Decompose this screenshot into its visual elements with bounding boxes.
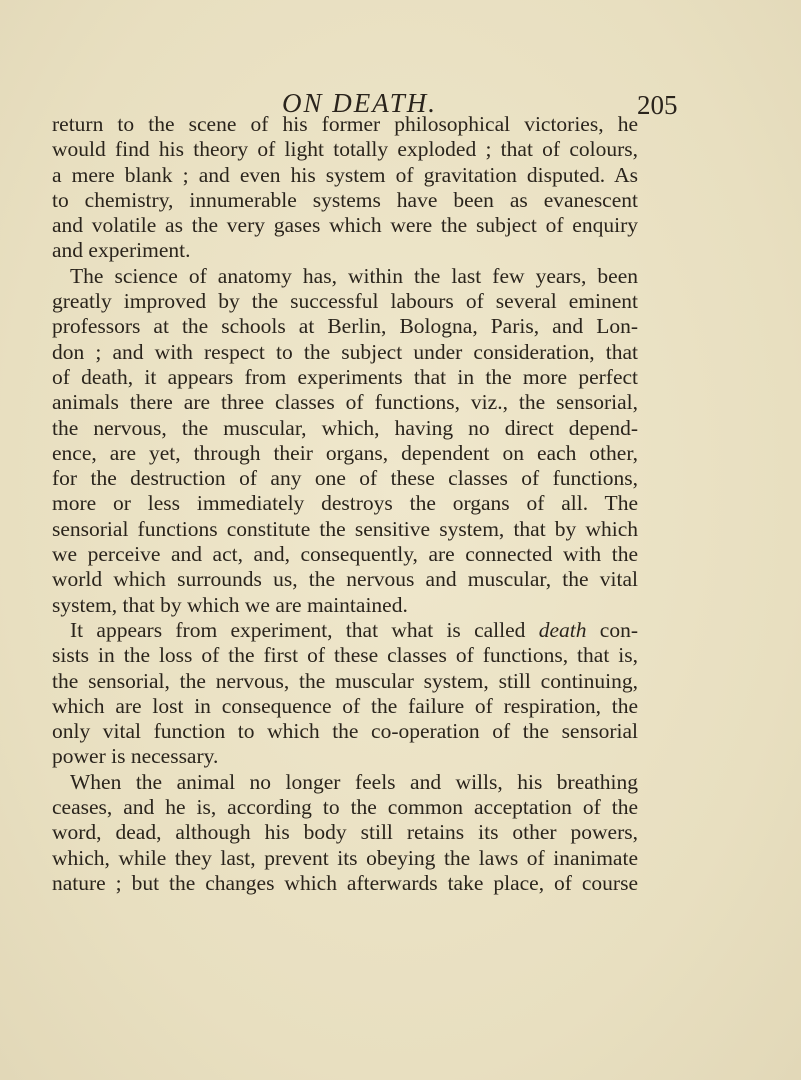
text-line: only vital function to which the co-operation of the sensorial [52, 719, 638, 744]
text-line: sensorial functions constitute the sensitive system, that by which [52, 516, 638, 541]
text-line: a mere blank ; and even his system of gravitation disputed. As [52, 162, 638, 187]
text-span: con- [586, 617, 638, 642]
italic-word: death [538, 617, 587, 642]
text-line: When the animal no longer feels and wills, his breathing [70, 769, 638, 794]
text-line: world which surrounds us, the nervous and muscular, the vital [52, 567, 638, 592]
text-line: we perceive and act, and, consequently, are connected with the [52, 542, 638, 567]
text-line: return to the scene of his former philosophical victories, he [52, 112, 638, 136]
text-line: which, while they last, prevent its obeying the laws of inanimate [52, 845, 638, 870]
text-line: for the destruction of any one of these classes of functions, [52, 466, 638, 491]
text-line: sists in the loss of the first of these classes of functions, that is, [52, 643, 638, 668]
text-line: don ; and with respect to the subject under consideration, that [52, 339, 638, 364]
text-line: ceases, and he is, according to the common acceptation of the [52, 795, 638, 820]
text-line: which are lost in consequence of the failure of respiration, the [52, 693, 638, 718]
text-line: nature ; but the changes which afterwards take place, of course [52, 870, 638, 895]
text-line: animals there are three classes of functions, viz., the sensorial, [52, 390, 638, 415]
text-line: greatly improved by the successful labours of several eminent [52, 289, 638, 314]
body-text [52, 112, 638, 896]
text-line: more or less immediately destroys the organs of all. The [52, 491, 638, 516]
text-line: power is necessary. [52, 744, 219, 769]
text-line: ence, are yet, through their organs, dependent on each other, [52, 440, 638, 465]
text-line: the sensorial, the nervous, the muscular system, still continuing, [52, 668, 638, 693]
text-line: to chemistry, innumerable systems have been as evanescent [52, 187, 638, 212]
text-line: professors at the schools at Berlin, Bologna, Paris, and Lon- [52, 314, 638, 339]
text-line: and volatile as the very gases which were the subject of enquiry [52, 213, 638, 238]
running-title: ON DEATH. [282, 88, 438, 118]
text-line: The science of anatomy has, within the last few years, been [70, 263, 638, 288]
text-line: system, that by which we are maintained. [52, 592, 408, 617]
text-line: of death, it appears from experiments that in the more perfect [52, 364, 638, 389]
text-line: the nervous, the muscular, which, having no direct depend- [52, 415, 638, 440]
text-line [52, 618, 638, 643]
text-line: and experiment. [52, 238, 191, 263]
text-line: would find his theory of light totally exploded ; that of colours, [52, 137, 638, 162]
text-line: word, dead, although his body still retains its other powers, [52, 820, 638, 845]
page-number: 205 [637, 90, 678, 120]
text-span: It appears from experiment, that what is called [70, 617, 526, 642]
